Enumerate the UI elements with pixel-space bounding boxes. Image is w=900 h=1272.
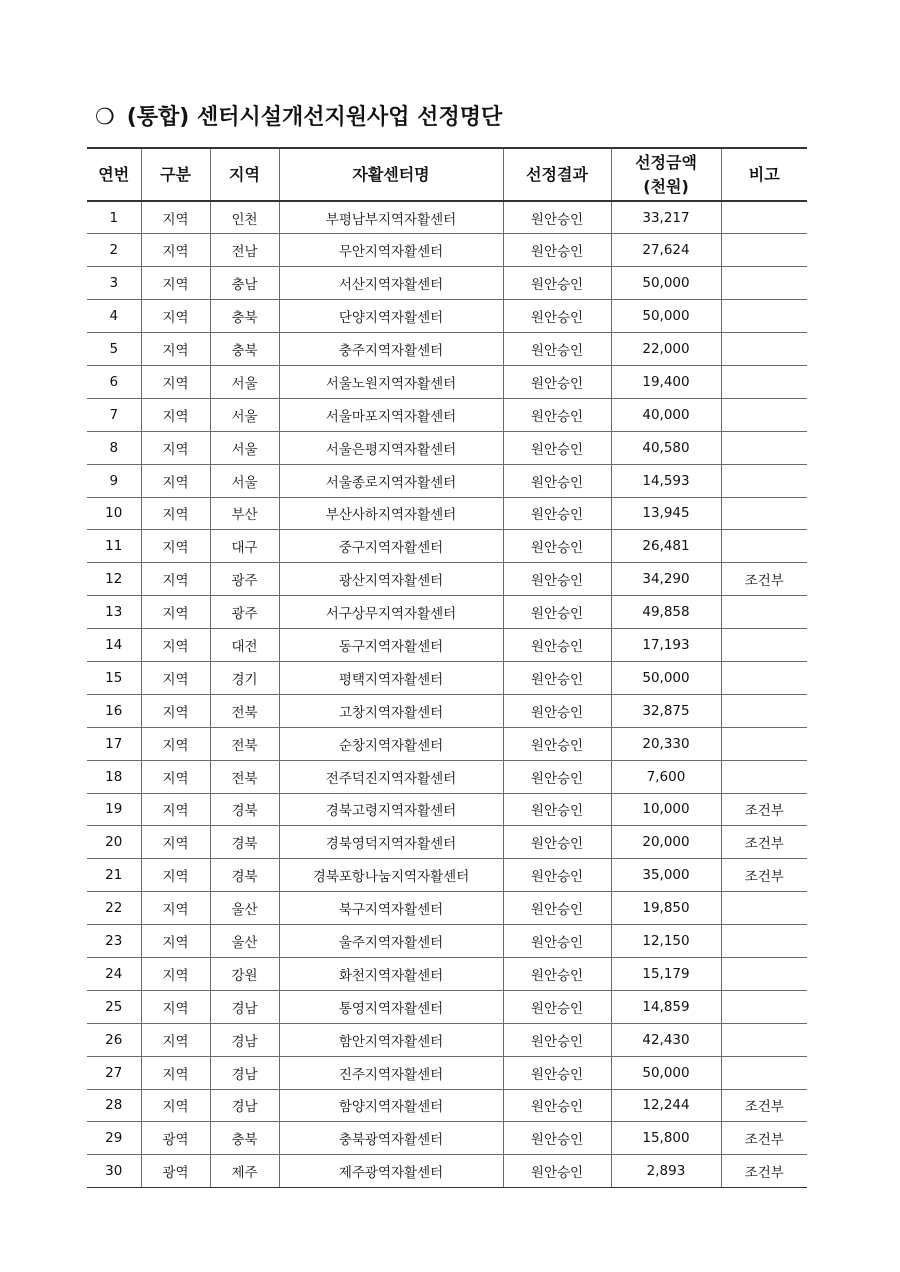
header-amount-line1: 선정금액	[635, 152, 697, 172]
cell-center-name: 울주지역자활센터	[279, 925, 503, 958]
cell-type: 지역	[141, 760, 210, 793]
cell-center-name: 충북광역자활센터	[279, 1122, 503, 1155]
table-row	[87, 267, 807, 300]
cell-region: 경남	[210, 1089, 279, 1122]
cell-amount: 15,179	[611, 957, 721, 990]
table-body	[87, 201, 807, 1188]
table-row	[87, 234, 807, 267]
cell-center-name: 평택지역자활센터	[279, 661, 503, 694]
cell-region: 인천	[210, 201, 279, 234]
cell-note	[721, 1023, 807, 1056]
cell-note: 조건부	[721, 1155, 807, 1188]
cell-note	[721, 596, 807, 629]
cell-note	[721, 300, 807, 333]
table-row	[87, 431, 807, 464]
cell-center-name: 고창지역자활센터	[279, 694, 503, 727]
table-row	[87, 661, 807, 694]
cell-center-name: 함안지역자활센터	[279, 1023, 503, 1056]
cell-type: 지역	[141, 859, 210, 892]
cell-amount: 7,600	[611, 760, 721, 793]
cell-no: 8	[87, 431, 141, 464]
cell-note	[721, 365, 807, 398]
cell-result: 원안승인	[503, 464, 611, 497]
table-row	[87, 333, 807, 366]
cell-no: 13	[87, 596, 141, 629]
cell-result: 원안승인	[503, 727, 611, 760]
cell-result: 원안승인	[503, 760, 611, 793]
cell-region: 경남	[210, 1056, 279, 1089]
cell-type: 지역	[141, 990, 210, 1023]
cell-amount: 2,893	[611, 1155, 721, 1188]
table-row	[87, 892, 807, 925]
table-row	[87, 464, 807, 497]
cell-center-name: 부산사하지역자활센터	[279, 497, 503, 530]
cell-region: 서울	[210, 398, 279, 431]
cell-note: 조건부	[721, 859, 807, 892]
cell-region: 전북	[210, 760, 279, 793]
cell-type: 지역	[141, 530, 210, 563]
cell-result: 원안승인	[503, 826, 611, 859]
cell-note	[721, 957, 807, 990]
cell-result: 원안승인	[503, 793, 611, 826]
cell-note	[721, 990, 807, 1023]
cell-no: 7	[87, 398, 141, 431]
cell-center-name: 통영지역자활센터	[279, 990, 503, 1023]
header-center-name: 자활센터명	[279, 148, 503, 201]
cell-amount: 34,290	[611, 563, 721, 596]
cell-no: 10	[87, 497, 141, 530]
cell-center-name: 부평남부지역자활센터	[279, 201, 503, 234]
cell-result: 원안승인	[503, 694, 611, 727]
selection-table	[87, 147, 807, 1188]
cell-amount: 50,000	[611, 1056, 721, 1089]
cell-note	[721, 431, 807, 464]
cell-type: 광역	[141, 1155, 210, 1188]
table-row	[87, 530, 807, 563]
cell-amount: 33,217	[611, 201, 721, 234]
cell-note	[721, 398, 807, 431]
cell-region: 울산	[210, 925, 279, 958]
cell-region: 대구	[210, 530, 279, 563]
cell-note	[721, 694, 807, 727]
header-amount-line2: (천원)	[643, 176, 689, 196]
table-row	[87, 727, 807, 760]
cell-note: 조건부	[721, 563, 807, 596]
cell-note	[721, 530, 807, 563]
cell-type: 지역	[141, 201, 210, 234]
cell-region: 충북	[210, 300, 279, 333]
cell-type: 지역	[141, 398, 210, 431]
cell-region: 전북	[210, 727, 279, 760]
cell-type: 지역	[141, 365, 210, 398]
cell-result: 원안승인	[503, 892, 611, 925]
cell-no: 18	[87, 760, 141, 793]
cell-no: 11	[87, 530, 141, 563]
table-row	[87, 760, 807, 793]
cell-region: 충북	[210, 333, 279, 366]
cell-region: 부산	[210, 497, 279, 530]
cell-result: 원안승인	[503, 267, 611, 300]
cell-amount: 15,800	[611, 1122, 721, 1155]
cell-region: 강원	[210, 957, 279, 990]
cell-amount: 12,150	[611, 925, 721, 958]
cell-center-name: 북구지역자활센터	[279, 892, 503, 925]
cell-result: 원안승인	[503, 596, 611, 629]
cell-region: 전남	[210, 234, 279, 267]
cell-result: 원안승인	[503, 1023, 611, 1056]
cell-result: 원안승인	[503, 333, 611, 366]
cell-no: 30	[87, 1155, 141, 1188]
table-row	[87, 563, 807, 596]
cell-region: 충남	[210, 267, 279, 300]
cell-amount: 40,580	[611, 431, 721, 464]
cell-type: 지역	[141, 661, 210, 694]
table-row	[87, 1155, 807, 1188]
cell-result: 원안승인	[503, 1089, 611, 1122]
cell-no: 19	[87, 793, 141, 826]
cell-center-name: 서울노원지역자활센터	[279, 365, 503, 398]
cell-note: 조건부	[721, 1089, 807, 1122]
cell-center-name: 단양지역자활센터	[279, 300, 503, 333]
cell-note	[721, 727, 807, 760]
cell-amount: 40,000	[611, 398, 721, 431]
table-row	[87, 201, 807, 234]
cell-type: 지역	[141, 1089, 210, 1122]
table-row	[87, 1089, 807, 1122]
cell-note	[721, 234, 807, 267]
cell-note: 조건부	[721, 1122, 807, 1155]
cell-no: 3	[87, 267, 141, 300]
cell-no: 6	[87, 365, 141, 398]
table-row	[87, 925, 807, 958]
cell-note	[721, 661, 807, 694]
cell-amount: 14,593	[611, 464, 721, 497]
cell-note	[721, 629, 807, 662]
cell-amount: 50,000	[611, 661, 721, 694]
cell-type: 지역	[141, 431, 210, 464]
cell-center-name: 서산지역자활센터	[279, 267, 503, 300]
cell-center-name: 동구지역자활센터	[279, 629, 503, 662]
cell-note	[721, 267, 807, 300]
cell-center-name: 화천지역자활센터	[279, 957, 503, 990]
page-title-text: (통합) 센터시설개선지원사업 선정명단	[126, 105, 503, 130]
cell-result: 원안승인	[503, 530, 611, 563]
cell-center-name: 전주덕진지역자활센터	[279, 760, 503, 793]
cell-no: 20	[87, 826, 141, 859]
cell-region: 경북	[210, 793, 279, 826]
cell-no: 27	[87, 1056, 141, 1089]
table-row	[87, 859, 807, 892]
cell-region: 충북	[210, 1122, 279, 1155]
header-amount	[611, 148, 721, 201]
cell-amount: 50,000	[611, 300, 721, 333]
cell-amount: 12,244	[611, 1089, 721, 1122]
cell-center-name: 순창지역자활센터	[279, 727, 503, 760]
cell-type: 지역	[141, 497, 210, 530]
circle-bullet-icon: ❍	[95, 105, 115, 130]
table-row	[87, 1023, 807, 1056]
cell-no: 1	[87, 201, 141, 234]
cell-note	[721, 464, 807, 497]
table-header-row	[87, 148, 807, 201]
cell-result: 원안승인	[503, 990, 611, 1023]
cell-region: 광주	[210, 596, 279, 629]
cell-type: 지역	[141, 826, 210, 859]
cell-result: 원안승인	[503, 398, 611, 431]
cell-center-name: 중구지역자활센터	[279, 530, 503, 563]
table-row	[87, 596, 807, 629]
cell-note	[721, 892, 807, 925]
cell-type: 지역	[141, 464, 210, 497]
cell-center-name: 서울마포지역자활센터	[279, 398, 503, 431]
cell-region: 경남	[210, 1023, 279, 1056]
cell-type: 지역	[141, 694, 210, 727]
table-row	[87, 1056, 807, 1089]
table-row	[87, 1122, 807, 1155]
cell-note: 조건부	[721, 793, 807, 826]
cell-center-name: 경북고령지역자활센터	[279, 793, 503, 826]
cell-type: 지역	[141, 925, 210, 958]
cell-amount: 49,858	[611, 596, 721, 629]
table-row	[87, 793, 807, 826]
cell-center-name: 서구상무지역자활센터	[279, 596, 503, 629]
cell-type: 지역	[141, 727, 210, 760]
cell-result: 원안승인	[503, 1122, 611, 1155]
cell-amount: 32,875	[611, 694, 721, 727]
table-row	[87, 365, 807, 398]
header-result: 선정결과	[503, 148, 611, 201]
header-region: 지역	[210, 148, 279, 201]
cell-type: 지역	[141, 596, 210, 629]
cell-no: 17	[87, 727, 141, 760]
cell-note	[721, 497, 807, 530]
cell-note	[721, 760, 807, 793]
cell-amount: 20,000	[611, 826, 721, 859]
cell-note	[721, 201, 807, 234]
cell-result: 원안승인	[503, 300, 611, 333]
cell-region: 서울	[210, 431, 279, 464]
cell-result: 원안승인	[503, 431, 611, 464]
table-row	[87, 629, 807, 662]
cell-no: 29	[87, 1122, 141, 1155]
cell-amount: 14,859	[611, 990, 721, 1023]
cell-center-name: 광산지역자활센터	[279, 563, 503, 596]
cell-result: 원안승인	[503, 497, 611, 530]
cell-result: 원안승인	[503, 957, 611, 990]
cell-no: 2	[87, 234, 141, 267]
cell-result: 원안승인	[503, 661, 611, 694]
cell-no: 21	[87, 859, 141, 892]
table-row	[87, 300, 807, 333]
cell-center-name: 서울종로지역자활센터	[279, 464, 503, 497]
cell-amount: 10,000	[611, 793, 721, 826]
cell-amount: 26,481	[611, 530, 721, 563]
cell-center-name: 경북포항나눔지역자활센터	[279, 859, 503, 892]
cell-amount: 19,400	[611, 365, 721, 398]
cell-center-name: 무안지역자활센터	[279, 234, 503, 267]
cell-region: 서울	[210, 464, 279, 497]
cell-no: 15	[87, 661, 141, 694]
cell-no: 14	[87, 629, 141, 662]
page-title	[95, 100, 502, 131]
cell-amount: 17,193	[611, 629, 721, 662]
cell-region: 전북	[210, 694, 279, 727]
cell-type: 지역	[141, 1056, 210, 1089]
cell-type: 지역	[141, 793, 210, 826]
cell-no: 16	[87, 694, 141, 727]
cell-result: 원안승인	[503, 1056, 611, 1089]
cell-result: 원안승인	[503, 859, 611, 892]
cell-amount: 35,000	[611, 859, 721, 892]
cell-region: 대전	[210, 629, 279, 662]
cell-no: 28	[87, 1089, 141, 1122]
cell-region: 경북	[210, 859, 279, 892]
header-type: 구분	[141, 148, 210, 201]
cell-region: 경남	[210, 990, 279, 1023]
cell-result: 원안승인	[503, 925, 611, 958]
cell-type: 지역	[141, 563, 210, 596]
cell-center-name: 함양지역자활센터	[279, 1089, 503, 1122]
cell-region: 서울	[210, 365, 279, 398]
cell-type: 지역	[141, 300, 210, 333]
table-row	[87, 694, 807, 727]
cell-region: 경북	[210, 826, 279, 859]
table-row	[87, 497, 807, 530]
cell-type: 지역	[141, 333, 210, 366]
cell-note	[721, 1056, 807, 1089]
cell-type: 지역	[141, 629, 210, 662]
header-note: 비고	[721, 148, 807, 201]
cell-result: 원안승인	[503, 1155, 611, 1188]
cell-result: 원안승인	[503, 563, 611, 596]
cell-amount: 20,330	[611, 727, 721, 760]
cell-no: 22	[87, 892, 141, 925]
cell-center-name: 경북영덕지역자활센터	[279, 826, 503, 859]
cell-region: 광주	[210, 563, 279, 596]
table-row	[87, 957, 807, 990]
cell-amount: 27,624	[611, 234, 721, 267]
cell-result: 원안승인	[503, 201, 611, 234]
cell-amount: 19,850	[611, 892, 721, 925]
cell-no: 26	[87, 1023, 141, 1056]
cell-no: 23	[87, 925, 141, 958]
cell-note: 조건부	[721, 826, 807, 859]
cell-no: 5	[87, 333, 141, 366]
cell-center-name: 서울은평지역자활센터	[279, 431, 503, 464]
cell-type: 광역	[141, 1122, 210, 1155]
cell-amount: 13,945	[611, 497, 721, 530]
cell-amount: 22,000	[611, 333, 721, 366]
cell-no: 24	[87, 957, 141, 990]
cell-no: 12	[87, 563, 141, 596]
cell-center-name: 충주지역자활센터	[279, 333, 503, 366]
table-row	[87, 826, 807, 859]
cell-no: 4	[87, 300, 141, 333]
cell-no: 9	[87, 464, 141, 497]
cell-type: 지역	[141, 234, 210, 267]
cell-type: 지역	[141, 1023, 210, 1056]
cell-type: 지역	[141, 892, 210, 925]
cell-center-name: 진주지역자활센터	[279, 1056, 503, 1089]
cell-amount: 42,430	[611, 1023, 721, 1056]
table-row	[87, 990, 807, 1023]
cell-region: 울산	[210, 892, 279, 925]
cell-center-name: 제주광역자활센터	[279, 1155, 503, 1188]
cell-result: 원안승인	[503, 365, 611, 398]
header-no: 연번	[87, 148, 141, 201]
cell-no: 25	[87, 990, 141, 1023]
cell-note	[721, 333, 807, 366]
cell-region: 제주	[210, 1155, 279, 1188]
cell-result: 원안승인	[503, 234, 611, 267]
table-row	[87, 398, 807, 431]
cell-type: 지역	[141, 267, 210, 300]
cell-result: 원안승인	[503, 629, 611, 662]
cell-note	[721, 925, 807, 958]
cell-type: 지역	[141, 957, 210, 990]
cell-amount: 50,000	[611, 267, 721, 300]
cell-region: 경기	[210, 661, 279, 694]
